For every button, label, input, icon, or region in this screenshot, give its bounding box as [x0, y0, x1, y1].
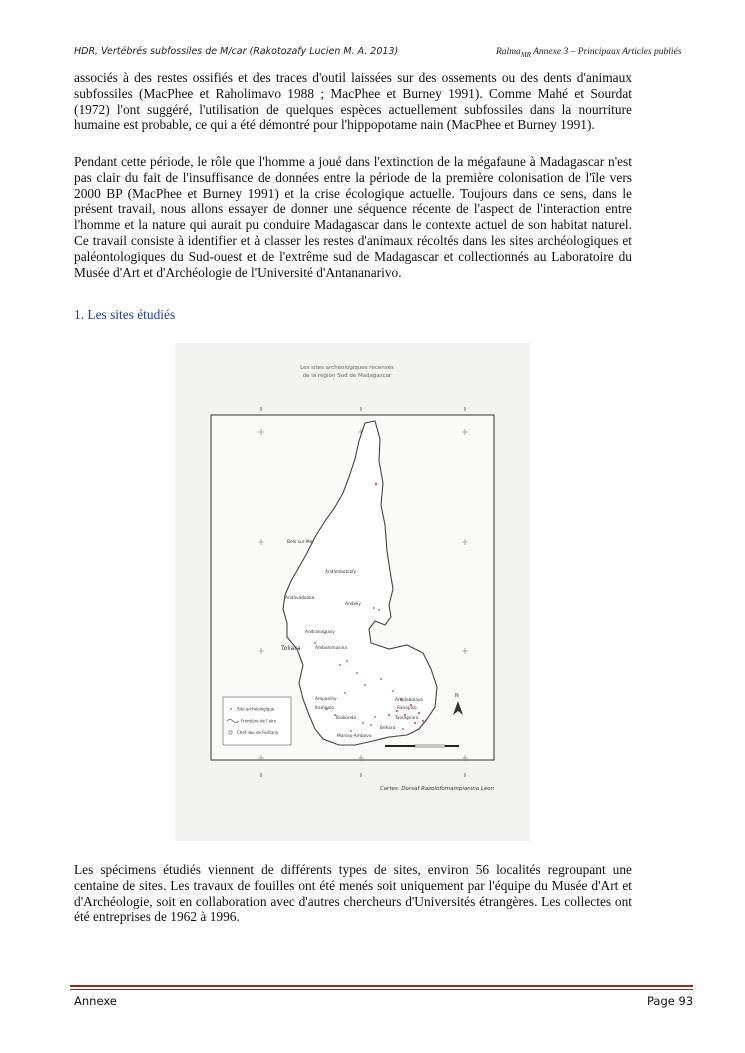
label-ranopiso: Ranopiso — [397, 706, 417, 711]
paragraph-3: Les spécimens étudiés viennent de différents types de sites, environ 56 localités regroupant une centaine de sites. Les travaux de fouilles ont été menés soit uniquement par l'équipe du Musée d'Art et d'Archéologie, soit en collaboration avec d'autres chercheurs d'Universités étrangères. Les collectes ont été entreprises de 1962 à 1996. — [74, 862, 632, 925]
label-behara: Behara — [380, 726, 396, 731]
label-ambohibe: Andambotsafy — [325, 570, 357, 575]
label-taolagnaro: Taolagnaro — [395, 716, 419, 721]
label-itampolo: Itampolo — [315, 706, 334, 711]
legend-item-sites: Site archéologique — [237, 706, 275, 712]
header-author-code: Ralma — [496, 47, 521, 57]
map-title-line2: de la région Sud de Madagascar — [302, 373, 392, 379]
label-anadabolava: Anadabolava — [395, 698, 424, 703]
page-number: Page 93 — [647, 994, 694, 1008]
paragraph-1: associés à des restes ossifiés et des traces d'outil laissées sur des ossements ou des dents d'animaux subfossiles (MacPhee et Raholimavo 1988 ; MacPhee et Burney 1991). Comme Mahé et Sourdat (1972) l'ont suggéré, l'utilisation de quelques espèces actuellement subfossiles dans la nourriture humaine est probable, ce qui a été démontré pour l'hippopotame nain (MacPhee et Burney 1991). — [74, 70, 632, 133]
label-tulear: Toliara — [281, 645, 301, 652]
north-label: N — [455, 693, 459, 699]
legend-item-boundary: Frontière de l'aire — [241, 718, 277, 724]
header-author-subscript: MR — [520, 50, 531, 59]
label-andavadoaka: Andavadoaka — [285, 596, 315, 601]
footer-section: Annexe — [74, 994, 117, 1008]
label-belo: Belo sur Mer — [287, 540, 314, 545]
label-antsy: Ambiky — [345, 602, 361, 607]
map-credit: Cartes: Dorsaf Razolofomampianina Léon — [379, 786, 495, 792]
label-ampanihy: Ampanihy — [315, 697, 337, 702]
footer-rule-thin — [70, 989, 693, 990]
map-title-line1: Les sites archéologiques recensés — [300, 365, 394, 371]
label-ambovombe: Ambohimasina — [315, 646, 348, 651]
scale-bar — [385, 745, 459, 747]
header-annex-title: Annexe 3 – Principaux Articles publiés — [530, 47, 682, 57]
map-svg — [175, 343, 530, 841]
label-antanimena: Andranomasy — [305, 630, 335, 635]
running-header-right — [496, 47, 681, 59]
footer-rule — [70, 985, 693, 987]
label-tsivory: Tsiokonda — [335, 716, 357, 721]
map-figure — [175, 343, 530, 841]
legend-item-capital: Chef lieu de Faritany — [237, 730, 279, 735]
running-header-left: HDR, Vertébrés subfossiles de M/car (Rakotozafy Lucien M. A. 2013) — [74, 46, 399, 57]
section-title: 1. Les sites étudiés — [74, 307, 176, 322]
paragraph-2: Pendant cette période, le rôle que l'homme a joué dans l'extinction de la mégafaune à Madagascar n'est pas clair du fait de l'insuffisance de données entre la période de la première colonisation de l'île vers 2000 BP (MacPhee et Burney 1991) et la crise écologique actuelle. Toujours dans ce sens, dans le présent travail, nous allons essayer de donner une séquence récente de l'aspect de l'interaction entre l'homme et la nature qui aurait pu conduire Madagascar dans le contexte actuel de son habitat naturel. Ce travail consiste à identifier et à classer les restes d'animaux récoltés dans les sites archéologiques et paléontologiques du Sud-ouest et de l'extrême sud de Madagascar et collectionnés au Laboratoire du Musée d'Art et d'Archéologie de l'Université d'Antananarivo. — [74, 154, 632, 280]
label-faux-cap: Marosy-Ambovo — [337, 734, 372, 739]
